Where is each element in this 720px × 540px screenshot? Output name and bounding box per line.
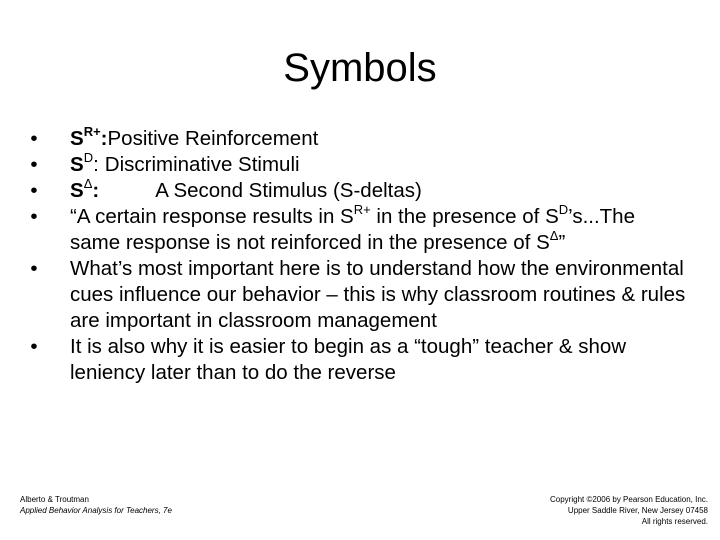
symbol-sdelta: S <box>70 179 84 202</box>
footer-copyright <box>488 494 708 527</box>
symbol-superscript: Δ <box>83 176 93 192</box>
bullet-text: A Second Stimulus (S-deltas) <box>155 179 422 202</box>
bullet-text: Positive Reinforcement <box>107 127 319 150</box>
bullet-marker: • <box>30 179 38 202</box>
bullet-item <box>26 256 686 334</box>
bullet-marker: • <box>30 335 38 358</box>
copyright-address: Upper Saddle River, New Jersey 07458 <box>567 506 708 515</box>
bullet-marker: • <box>30 205 38 228</box>
footer-book-title: Applied Behavior Analysis for Teachers, 7e <box>20 506 172 515</box>
bullet-text: It is also why it is easier to begin as a “tough” teacher & show leniency later than to do the reverse <box>70 335 627 384</box>
quote-text: ” <box>558 231 566 254</box>
quote-text: ’s...The same response is not reinforced in the presence of S <box>70 205 635 254</box>
symbol-superscript: R+ <box>83 124 101 140</box>
copyright-rights: All rights reserved. <box>641 517 708 526</box>
bullet-item <box>26 126 686 152</box>
bullet-text: What’s most important here is to understand how the environmental cues influence our behavior – this is why classroom routines & rules are important in classroom management <box>70 257 686 332</box>
bullet-item <box>26 152 686 178</box>
bullet-item <box>26 178 686 204</box>
quote-text: in the presence of S <box>370 205 559 228</box>
symbol-sd: S <box>70 153 84 176</box>
symbol-superscript: R+ <box>353 202 371 218</box>
slide-title: Symbols <box>283 46 437 90</box>
copyright-line: Copyright ©2006 by Pearson Education, Inc. <box>550 495 708 504</box>
bullet-item <box>26 204 686 256</box>
symbol-colon: : <box>93 153 99 176</box>
symbol-superscript: D <box>83 150 94 166</box>
footer-citation <box>20 494 172 516</box>
bullet-text: Discriminative Stimuli <box>104 153 300 176</box>
symbol-superscript: Δ <box>549 228 559 244</box>
symbol-superscript: D <box>558 202 569 218</box>
symbol-colon: : <box>92 179 100 202</box>
footer-authors: Alberto & Troutman <box>20 495 89 504</box>
quote-text: “A certain response results in S <box>70 205 354 228</box>
bullet-list <box>26 126 686 386</box>
bullet-item <box>26 334 686 386</box>
bullet-marker: • <box>30 127 38 150</box>
bullet-marker: • <box>30 153 38 176</box>
bullet-marker: • <box>30 257 38 280</box>
symbol-sr: S <box>70 127 84 150</box>
symbol-colon: : <box>100 127 108 150</box>
